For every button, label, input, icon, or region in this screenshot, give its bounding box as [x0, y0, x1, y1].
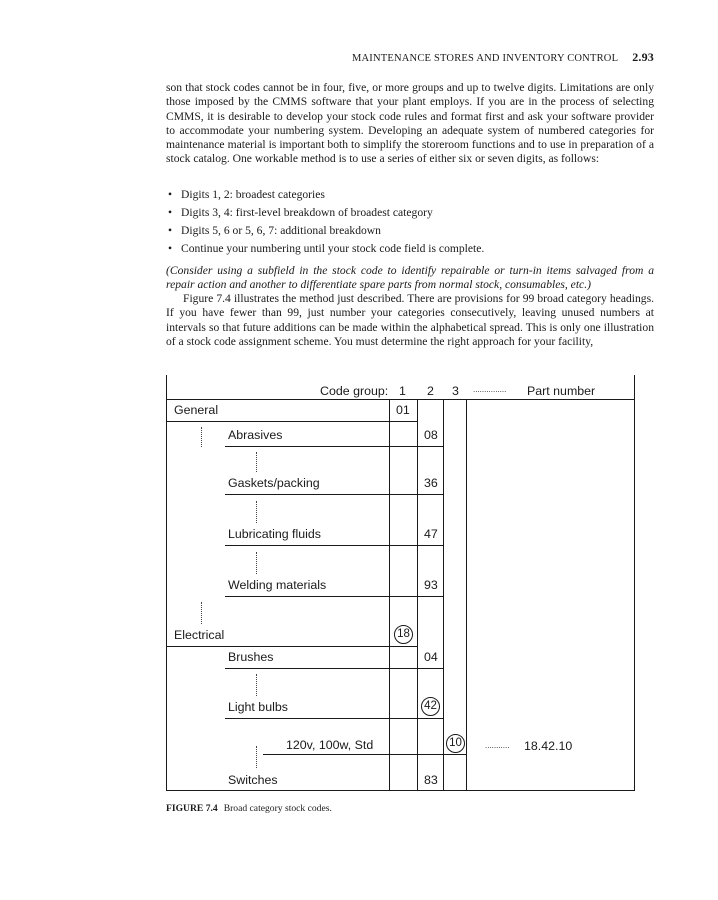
subcategory-switches: Switches: [228, 773, 278, 787]
frame-right: [634, 375, 635, 790]
bullet-item: • Digits 3, 4: first-level breakdown of broadest category: [168, 204, 654, 222]
abrasives-dots: [256, 452, 257, 472]
item-leader: ...........: [485, 741, 510, 750]
col3-right-line: [466, 399, 467, 790]
code-group-col2: 2: [427, 384, 434, 398]
header-rule: [166, 399, 635, 400]
header-leader: ...............: [473, 385, 507, 394]
rule-abrasives: [225, 446, 443, 447]
code-lubricating-fluids: 47: [424, 527, 438, 541]
subcategory-brushes: Brushes: [228, 650, 274, 664]
rule-welding-materials: [225, 596, 443, 597]
part-number-label: Part number: [527, 384, 596, 398]
page-number: 2.93: [632, 50, 654, 64]
paragraph-2-text: Figure 7.4 illustrates the method just described. There are provisions for 99 broad category headings. If you have fewer than 99, just number your categories consecutively, leaving unused numbers at intervals so that future additions can be made within the alphabetical spread. This is only one illustration of a stock code assignment scheme. You must determine the right approach for your facility,: [166, 292, 654, 348]
bullet-item: • Digits 5, 6 or 5, 6, 7: additional breakdown: [168, 222, 654, 240]
bullet-item: • Digits 1, 2: broadest categories: [168, 186, 654, 204]
code-electrical-circled: 18: [394, 625, 413, 644]
lubricating-dots: [256, 552, 257, 574]
rule-general: [166, 421, 417, 422]
code-abrasives: 08: [424, 428, 438, 442]
category-general: General: [174, 403, 219, 417]
col1-left-line: [389, 399, 390, 790]
item-part-number: 18.42.10: [524, 739, 573, 753]
code-light-bulbs-circled: 42: [421, 697, 440, 716]
code-gaskets-packing: 36: [424, 476, 438, 490]
gaskets-dots: [256, 501, 257, 523]
category-electrical: Electrical: [174, 628, 225, 642]
code-item-circled: 10: [446, 734, 465, 753]
rule-item: [263, 754, 466, 755]
caption-text: Broad category stock codes.: [223, 803, 332, 814]
rule-electrical: [166, 646, 417, 647]
code-switches: 83: [424, 773, 438, 787]
subcategory-welding-materials: Welding materials: [228, 578, 327, 592]
frame-bottom: [166, 790, 635, 791]
code-group-col3: 3: [452, 384, 459, 398]
rule-gaskets-packing: [225, 494, 443, 495]
subcategory-gaskets-packing: Gaskets/packing: [228, 476, 320, 490]
bullet-item: • Continue your numbering until your stock code field is complete.: [168, 240, 654, 258]
code-group-label: Code group:: [320, 384, 389, 398]
subcategory-abrasives: Abrasives: [228, 428, 283, 442]
code-group-col1: 1: [399, 384, 406, 398]
code-brushes: 04: [424, 650, 438, 664]
subcategory-lubricating-fluids: Lubricating fluids: [228, 527, 321, 541]
rule-lubricating-fluids: [225, 545, 443, 546]
rule-brushes: [225, 668, 443, 669]
running-header: [166, 50, 654, 65]
figure-caption: [166, 803, 332, 814]
general-dots: [201, 427, 202, 447]
code-general: 01: [396, 403, 410, 417]
caption-label: FIGURE 7.4: [166, 803, 218, 814]
item-120v-100w-std: 120v, 100w, Std: [286, 738, 374, 752]
col2-right-line: [443, 399, 444, 790]
rule-light-bulbs: [225, 718, 443, 719]
subcategory-light-bulbs: Light bulbs: [228, 700, 288, 714]
digit-bullet-list: [168, 186, 654, 258]
running-title: MAINTENANCE STORES AND INVENTORY CONTROL: [351, 53, 619, 64]
code-welding-materials: 93: [424, 578, 438, 592]
brushes-dots: [256, 674, 257, 696]
paragraph-1: son that stock codes cannot be in four, five, or more groups and up to twelve digits. Limitations are only those imposed by the CMMS software that your plant employs. If you are in the process of selecting CMMS, it is desirable to develop your stock code rules and format first and ask your software provider to accommodate your numbering system. Developing an adequate system of numbered categories for maintenance material is important both to simplify the storeroom functions and to use in preparation of a stock catalog. One workable method is to use a series of either six or seven digits, as follows:: [166, 81, 654, 166]
frame-left: [166, 375, 167, 790]
item-dots: [256, 746, 257, 768]
italic-note: (Consider using a subfield in the stock code to identify repairable or turn-in items salvaged from a repair action and another to differentiate spare parts from normal stock, consumables, etc.): [166, 264, 654, 292]
welding-dots: [201, 602, 202, 624]
paragraph-2: [166, 292, 654, 349]
col1-right-line: [417, 399, 418, 790]
